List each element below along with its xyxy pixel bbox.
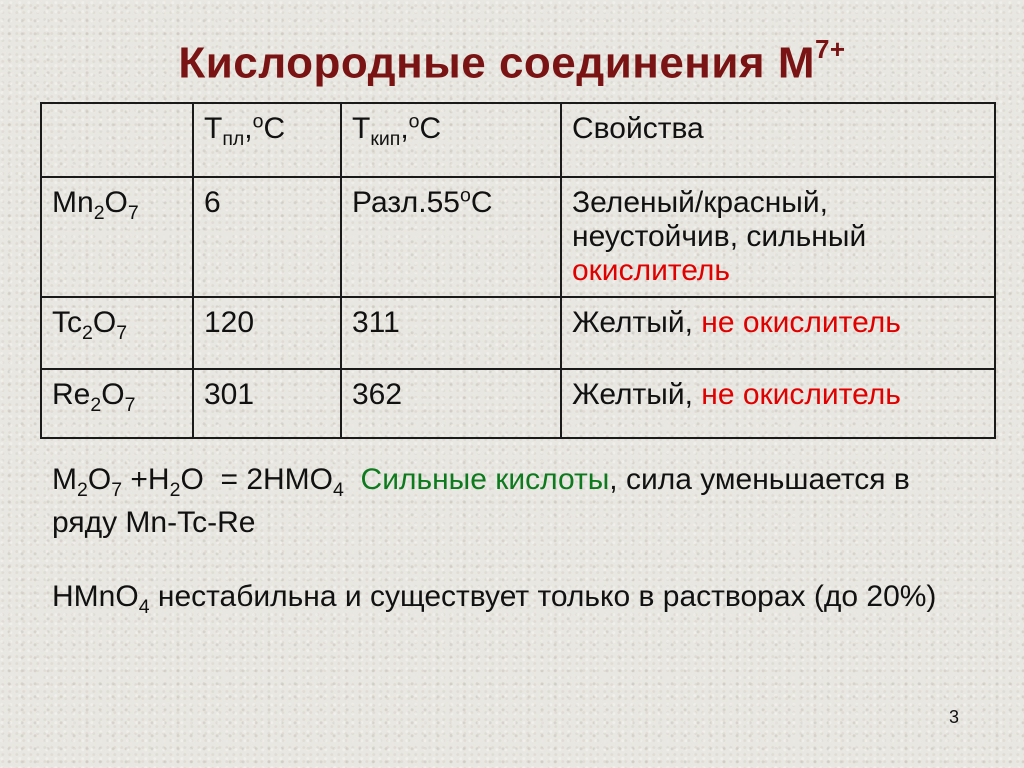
formula-cell: $Mn_2O_7$ [41, 177, 193, 297]
properties-cell: Желтый, не окислитель [561, 369, 995, 438]
title-superscript: 7+ [814, 34, 846, 64]
melting-point-cell: 6 [193, 177, 341, 297]
properties-cell: Зеленый/красный, неустойчив, сильный окислитель [561, 177, 995, 297]
slide-title [0, 34, 1024, 89]
header-properties: Свойства [561, 103, 995, 177]
formula-cell: $Re_2O_7$ [41, 369, 193, 438]
boiling-point-cell: Разл.55$^o$C [341, 177, 561, 297]
boiling-point-cell: 362 [341, 369, 561, 438]
boiling-point-cell: 311 [341, 297, 561, 369]
title-text: Кислородные соединения М [178, 38, 815, 88]
melting-point-cell: 120 [193, 297, 341, 369]
properties-cell: Желтый, не окислитель [561, 297, 995, 369]
table-row [41, 177, 995, 297]
header-boiling-point: $T_{кип},^oC$ [341, 103, 561, 177]
header-melting-point: $T_{пл},^oC$ [193, 103, 341, 177]
header-empty-cell [41, 103, 193, 177]
strong-acids-text: Сильные кислоты [360, 463, 610, 496]
melting-point-cell: 301 [193, 369, 341, 438]
table-row [41, 369, 995, 438]
equation-paragraph: $M_2O_7 +H_2O = 2HMO_4$ Сильные кислоты, сила уменьшается в ряду Mn-Tc-Re [52, 463, 910, 539]
formula-cell: $Tc_2O_7$ [41, 297, 193, 369]
hmno4-note-paragraph: HMnO$_4$ нестабильна и существует только в растворах (до 20%) [52, 580, 937, 618]
properties-table [40, 102, 996, 439]
table-row [41, 297, 995, 369]
page-number: 3 [949, 707, 960, 727]
table-header-row [41, 103, 995, 177]
